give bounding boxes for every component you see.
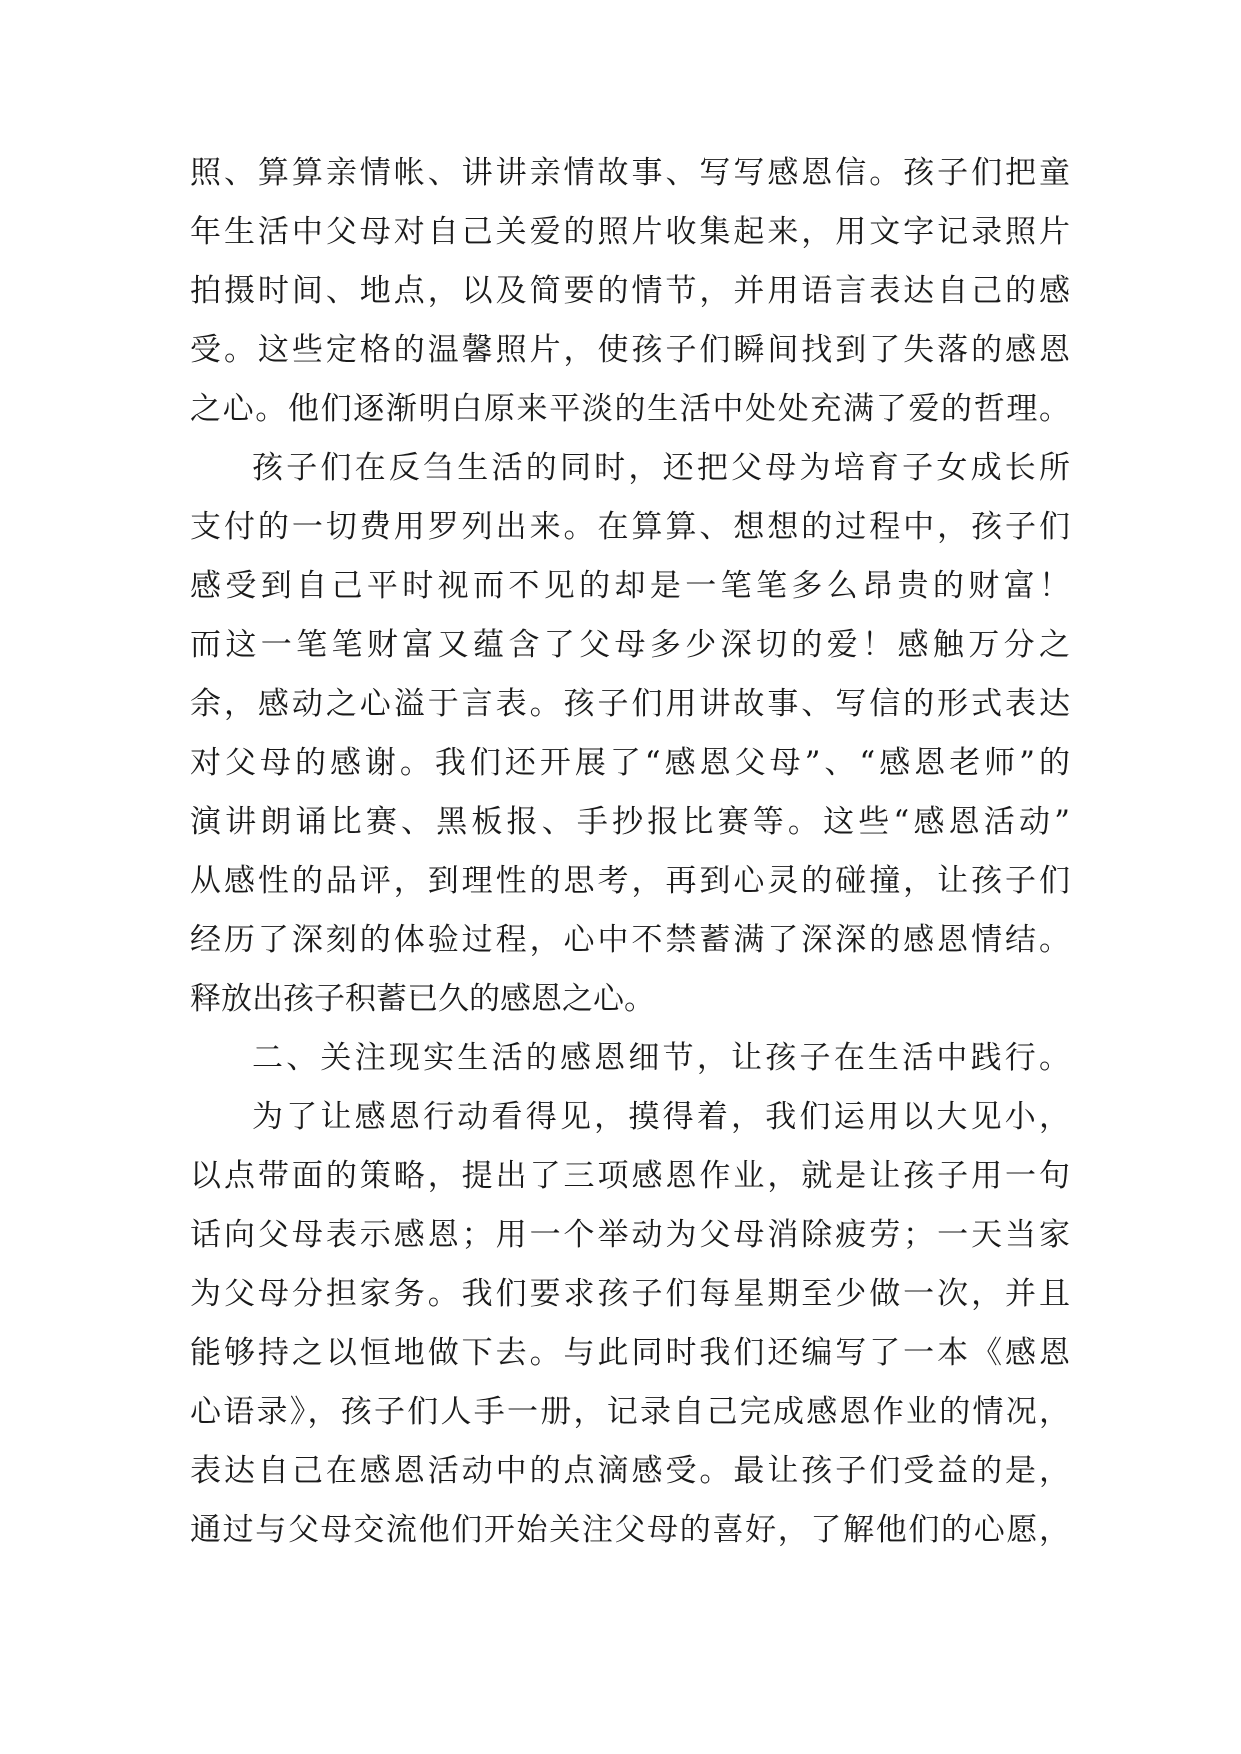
- text-line: 年生活中父母对自己关爱的照片收集起来，用文字记录照片: [190, 214, 1070, 250]
- text-line: 心语录》，孩子们人手一册，记录自己完成感恩作业的情况，: [190, 1394, 1070, 1430]
- text-line: 支付的一切费用罗列出来。在算算、想想的过程中，孩子们: [190, 509, 1070, 545]
- text-line: 表达自己在感恩活动中的点滴感受。最让孩子们受益的是，: [190, 1453, 1070, 1489]
- text-line: 照、算算亲情帐、讲讲亲情故事、写写感恩信。孩子们把童: [190, 155, 1070, 191]
- text-line: 释放出孩子积蓄已久的感恩之心。: [190, 981, 655, 1017]
- text-line: 而这一笔笔财富又蕴含了父母多少深切的爱！感触万分之: [190, 627, 1070, 663]
- text-line: 话向父母表示感恩；用一个举动为父母消除疲劳；一天当家: [190, 1217, 1070, 1253]
- text-line: 余，感动之心溢于言表。孩子们用讲故事、写信的形式表达: [190, 686, 1070, 722]
- text-line: 能够持之以恒地做下去。与此同时我们还编写了一本《感恩: [190, 1335, 1070, 1371]
- text-line: 为了让感恩行动看得见，摸得着，我们运用以大见小，: [252, 1099, 1070, 1135]
- text-line: 拍摄时间、地点，以及简要的情节，并用语言表达自己的感: [190, 273, 1070, 309]
- text-line: 之心。他们逐渐明白原来平淡的生活中处处充满了爱的哲理。: [190, 391, 1070, 427]
- text-line: 经历了深刻的体验过程，心中不禁蓄满了深深的感恩情结。: [190, 922, 1070, 958]
- text-line: 演讲朗诵比赛、黑板报、手抄报比赛等。这些“感恩活动”: [190, 804, 1070, 840]
- section-heading: 二、关注现实生活的感恩细节，让孩子在生活中践行。: [252, 1040, 1070, 1076]
- text-line: 孩子们在反刍生活的同时，还把父母为培育子女成长所: [252, 450, 1070, 486]
- text-line: 通过与父母交流他们开始关注父母的喜好，了解他们的心愿，: [190, 1512, 1070, 1548]
- text-line: 为父母分担家务。我们要求孩子们每星期至少做一次，并且: [190, 1276, 1070, 1312]
- text-line: 以点带面的策略，提出了三项感恩作业，就是让孩子用一句: [190, 1158, 1070, 1194]
- body-text: [190, 144, 1070, 1560]
- text-line: 感受到自己平时视而不见的却是一笔笔多么昂贵的财富！: [190, 568, 1070, 604]
- text-line: 从感性的品评，到理性的思考，再到心灵的碰撞，让孩子们: [190, 863, 1070, 899]
- text-line: 对父母的感谢。我们还开展了“感恩父母”、“感恩老师”的: [190, 745, 1070, 781]
- text-line: 受。这些定格的温馨照片，使孩子们瞬间找到了失落的感恩: [190, 332, 1070, 368]
